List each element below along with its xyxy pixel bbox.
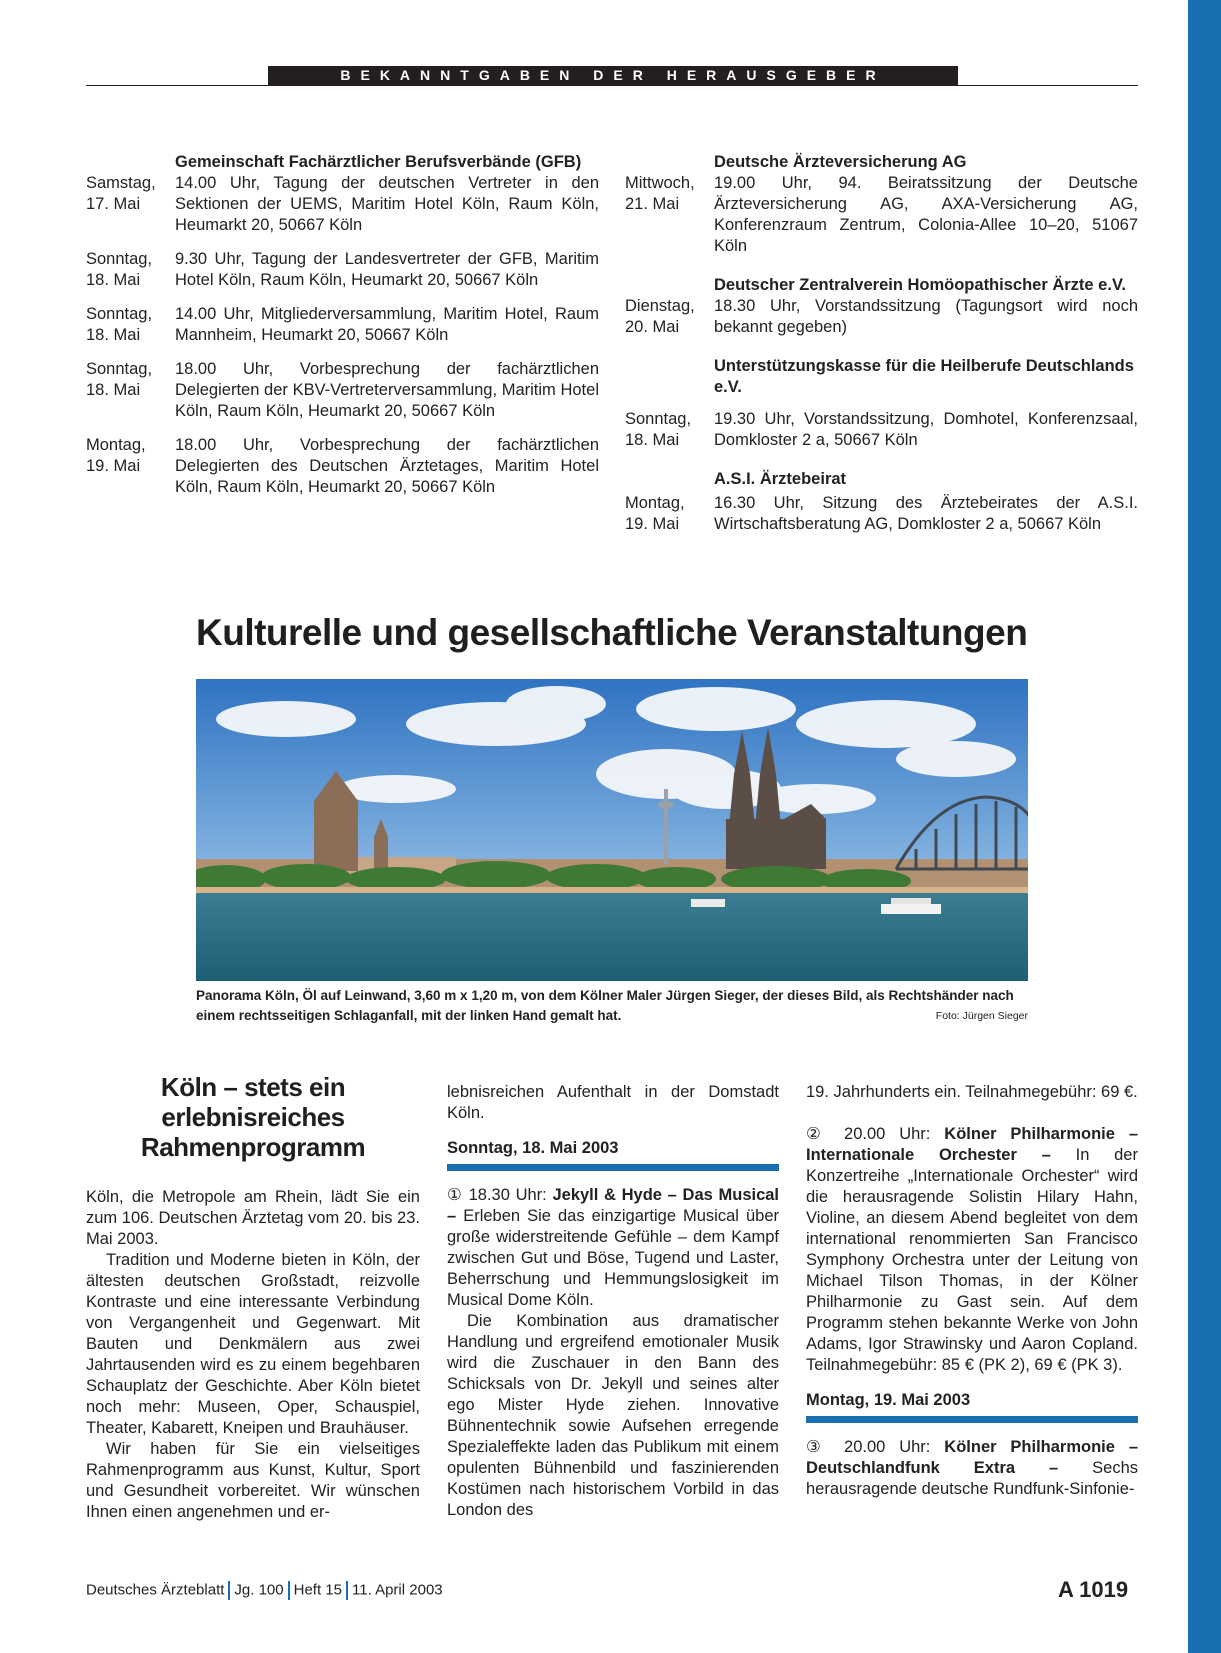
- event-day: Montag, 19. Mai: [625, 494, 685, 533]
- event-text: 18.00 Uhr, Vorbesprechung der fachärztlichen Delegierten des Deutschen Ärztetages, Maritim Hotel Köln, Raum Köln, Heumarkt 20, 50667 Köln: [175, 436, 599, 496]
- section-title: Kulturelle und gesellschaftliche Veranstaltungen: [196, 612, 1028, 653]
- event-day: Sonntag, 18. Mai: [86, 360, 153, 399]
- day-heading: Montag, 19. Mai 2003: [806, 1390, 1138, 1423]
- event-title: Kölner Philharmonie – Deutschlandfunk Extra –: [806, 1438, 1139, 1477]
- event-text: 18.00 Uhr, Vorbesprechung der fachärztlichen Delegierten der KBV-Vertreterversammlung, Maritim Hotel Köln, Raum Köln, Heumarkt 20, 50667 Köln: [175, 360, 599, 420]
- journal-volume: Jg. 100: [234, 1581, 284, 1599]
- event-day: Sonntag, 18. Mai: [86, 305, 153, 344]
- paragraph: Köln, die Metropole am Rhein, lädt Sie ein zum 106. Deutschen Ärztetag vom 20. bis 23. Mai 2003.: [86, 1188, 420, 1248]
- event-day: Samstag, 17. Mai: [86, 174, 156, 213]
- section-header: BEKANNTGABEN DER HERAUSGEBER: [268, 66, 958, 85]
- article-headline: Köln – stets ein erlebnisreiches Rahmenprogramm: [140, 1072, 366, 1162]
- page-number: A 1019: [1058, 1577, 1129, 1602]
- event-title: Kölner Philharmonie – Internationale Orchester –: [806, 1125, 1139, 1164]
- event-entry: [625, 493, 1138, 535]
- event-text: 19.00 Uhr, 94. Beiratssitzung der Deutsche Ärzteversicherung AG, AXA-Versicherung AG, Konferenzraum Zentrum, Colonia-Allee 10–20, 51067 Köln: [714, 174, 1138, 255]
- day-heading: Sonntag, 18. Mai 2003: [447, 1138, 779, 1171]
- panorama-koeln-image: [196, 679, 1028, 981]
- journal-date: 11. April 2003: [352, 1581, 443, 1599]
- header-rule: [86, 85, 1138, 86]
- footer-separator: [346, 1581, 348, 1600]
- announcement-block: [625, 152, 1138, 257]
- event-entry: [86, 359, 599, 422]
- event-time: 20.00 Uhr:: [844, 1125, 931, 1143]
- paragraph: Die Kombination aus dramatischer Handlung und ergreifend emotionaler Musik wird die Zuschauer in den Bann des Schicksals von Dr. Jekyll und seines alter ego Mister Hyde ziehen. Innovative Bühnentechnik sowie Aufsehen erregende Spezialeffekte laden das Publikum mit einem opulenten Bühnenbild und faszinierenden Kostümen nach historischem Vorbild in das London des: [447, 1312, 779, 1519]
- image-caption: [196, 986, 1028, 1026]
- event-time: 20.00 Uhr:: [844, 1438, 931, 1456]
- event-text: Sechs herausragende deutsche Rundfunk-Sinfonie-: [806, 1459, 1138, 1498]
- event-title: Jekyll & Hyde – Das Musical –: [447, 1186, 780, 1225]
- footer-separator: [228, 1581, 230, 1600]
- event-day: Sonntag, 18. Mai: [86, 250, 153, 289]
- article-column-2: [447, 1082, 779, 1521]
- event-paragraph: [806, 1437, 1138, 1500]
- event-day: Dienstag, 20. Mai: [625, 297, 695, 336]
- panorama-drawing: [196, 679, 1028, 981]
- event-entry: [86, 435, 599, 498]
- paragraph: Tradition und Moderne bieten in Köln, der ältesten deutschen Großstadt, reizvolle Kontraste und eine interessante Verbindung von Vergangenheit und Gegenwart. Mit Bauten und Denkmälern aus zwei Jahrtausenden wird es zu einem begehbaren Schauplatz der Geschichte. Aber Köln bietet noch mehr: Museen, Oper, Schauspiel, Theater, Kabarett, Kneipen und Brauhäuser.: [86, 1251, 420, 1437]
- event-entry: [86, 249, 599, 291]
- event-text: Erleben Sie das einzigartige Musical über große widerstreitende Gefühle – dem Kampf zwischen Gut und Böse, Tugend und Laster, Beherrschung und Hemmungslosigkeit im Musical Dome Köln.: [447, 1207, 779, 1309]
- event-marker: ②: [806, 1125, 831, 1143]
- event-text: 14.00 Uhr, Tagung der deutschen Vertreter in den Sektionen der UEMS, Maritim Hotel Köln, Raum Köln, Heumarkt 20, 50667 Köln: [175, 174, 599, 234]
- announcement-block: [625, 356, 1138, 451]
- event-text: 16.30 Uhr, Sitzung des Ärztebeirates der A.S.I. Wirtschaftsberatung AG, Domkloster 2 a, 50667 Köln: [714, 494, 1138, 533]
- event-entry: [625, 409, 1138, 451]
- journal-name: Deutsches Ärzteblatt: [86, 1581, 225, 1599]
- event-text: 14.00 Uhr, Mitgliederversammlung, Maritim Hotel, Raum Mannheim, Heumarkt 20, 50667 Köln: [175, 305, 599, 344]
- event-paragraph: [806, 1124, 1138, 1376]
- announcement-block: [625, 275, 1138, 338]
- event-entry: [86, 304, 599, 346]
- blue-side-bar: [1188, 0, 1221, 1653]
- article-column-1: [86, 1187, 420, 1523]
- announcement-block: [625, 469, 1138, 535]
- photo-credit: Foto: Jürgen Sieger: [935, 1010, 1028, 1022]
- event-text: 9.30 Uhr, Tagung der Landesvertreter der GFB, Maritim Hotel Köln, Raum Köln, Heumarkt 20, 50667 Köln: [175, 250, 599, 289]
- event-entry: [625, 296, 1138, 338]
- event-text: 19.30 Uhr, Vorstandssitzung, Domhotel, Konferenzsaal, Domkloster 2 a, 50667 Köln: [714, 410, 1138, 449]
- footer: [86, 1581, 443, 1600]
- event-entry: [625, 173, 1138, 257]
- footer-separator: [288, 1581, 290, 1600]
- caption-text: Panorama Köln, Öl auf Leinwand, 3,60 m x 1,20 m, von dem Kölner Maler Jürgen Sieger, der dieses Bild, als Rechtshänder nach einem rechtsseitigen Schlaganfall, mit der linken Hand gemalt hat.: [196, 988, 1014, 1023]
- event-day: Mittwoch, 21. Mai: [625, 174, 695, 213]
- journal-issue: Heft 15: [293, 1581, 342, 1599]
- org-title: Deutsche Ärzteversicherung AG: [714, 153, 967, 171]
- event-day: Sonntag, 18. Mai: [625, 410, 692, 449]
- event-marker: ③: [806, 1438, 831, 1456]
- event-paragraph: [447, 1185, 779, 1311]
- right-announcements: [625, 152, 1138, 535]
- org-title: Deutscher Zentralverein Homöopathischer Ärzte e.V.: [714, 276, 1127, 294]
- article-column-3: [806, 1082, 1138, 1500]
- event-text: 18.30 Uhr, Vorstandssitzung (Tagungsort wird noch bekannt gegeben): [714, 297, 1138, 336]
- gfb-announcements: [86, 152, 599, 498]
- org-title: Unterstützungskasse für die Heilberufe Deutschlands e.V.: [714, 357, 1134, 396]
- event-text: In der Konzertreihe „Internationale Orchester“ wird die herausragende Solistin Hilary Hahn, Violine, an diesem Abend begleitet von dem international renommierten San Francisco Symphony Orchestra unter der Leitung von Michael Tilson Thomas, in der Kölner Philharmonie zu Gast sein. Auf dem Programm stehen bekannte Werke von John Adams, Igor Strawinsky und Aaron Copland. Teilnahmegebühr: 85 € (PK 2), 69 € (PK 3).: [806, 1146, 1138, 1374]
- paragraph: Wir haben für Sie ein vielseitiges Rahmenprogramm aus Kunst, Kultur, Sport und Gesundheit vorbereitet. Wir wünschen Ihnen einen angenehmen und er-: [86, 1440, 420, 1521]
- org-title: A.S.I. Ärztebeirat: [714, 470, 847, 488]
- org-title-gfb: Gemeinschaft Fachärztlicher Berufsverbände (GFB): [175, 153, 582, 171]
- paragraph: 19. Jahrhunderts ein. Teilnahmegebühr: 69 €.: [806, 1083, 1138, 1101]
- event-time: 18.30 Uhr:: [468, 1186, 547, 1204]
- paragraph: lebnisreichen Aufenthalt in der Domstadt Köln.: [447, 1083, 779, 1122]
- event-day: Montag, 19. Mai: [86, 436, 146, 475]
- event-marker: ①: [447, 1186, 463, 1204]
- event-entry: [86, 173, 599, 236]
